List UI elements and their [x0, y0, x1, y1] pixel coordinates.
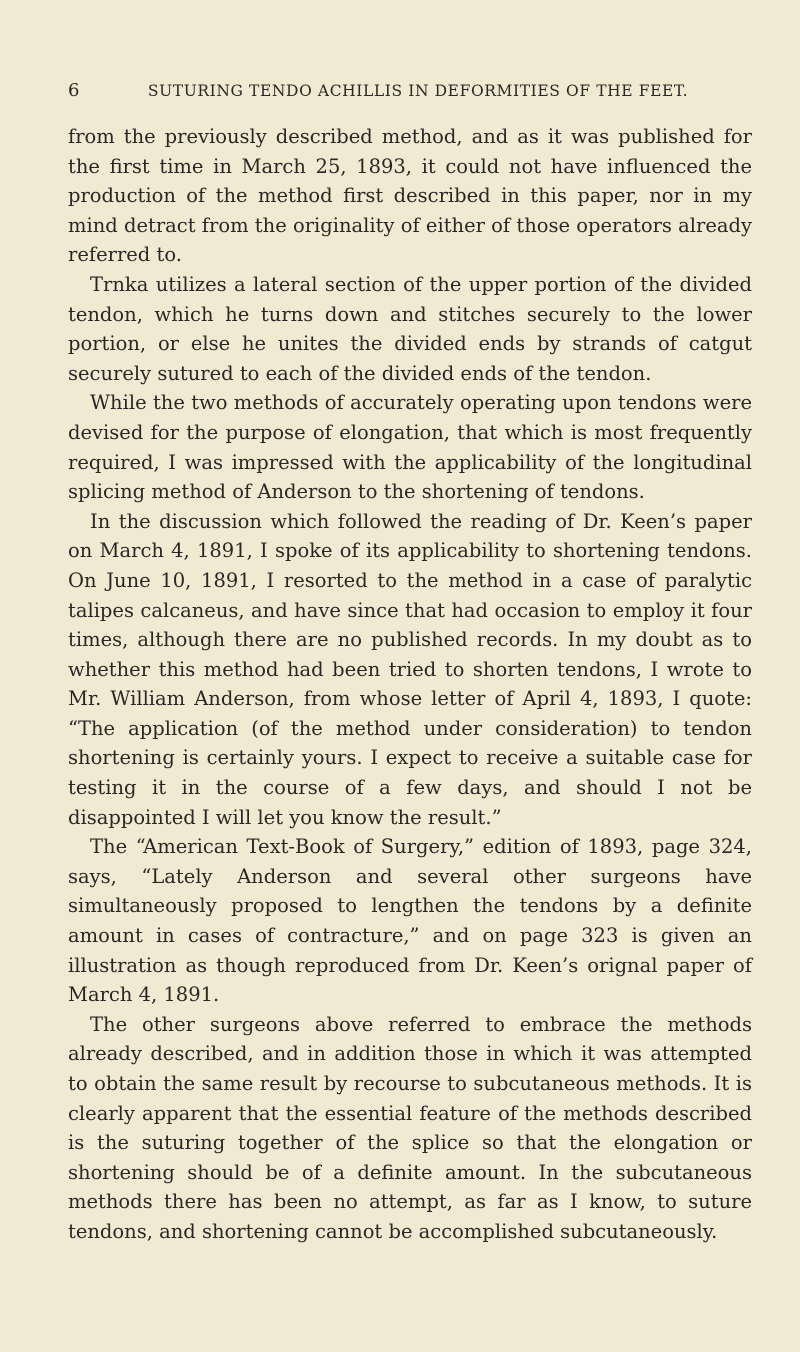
paragraph-trnka-method: Trnka utilizes a lateral section of the upper portion of the divided tendon, which he turns down and stitches securely to the lower portion, or else he unites the divided ends by strands of catgut securely sutured to each of the divided ends of the tendon.: [68, 272, 752, 385]
running-head: [68, 80, 752, 108]
page-number: 6: [68, 80, 81, 101]
body-text: [68, 122, 752, 1247]
running-title: SUTURING TENDO ACHILLIS IN DEFORMITIES OF THE FEET.: [147, 82, 689, 100]
paragraph-subcutaneous-methods: The other surgeons above referred to embrace the methods already described, and in addition those in which it was attempted to obtain the same result by recourse to subcutaneous methods. It is clearly apparent that the essential feature of the methods described is the suturing together of the splice so that the elongation or shortening should be of a definite amount. In the subcutaneous methods there has been no attempt, as far as I know, to suture tendons, and shortening cannot be accomplished subcutaneously.: [68, 1012, 752, 1243]
paragraph-keen-discussion: In the discussion which followed the reading of Dr. Keen’s paper on March 4, 1891, I spoke of its applicability to shortening tendons. On June 10, 1891, I resorted to the method in a case of paralytic talipes calcaneus, and have since that had occasion to employ it four times, although there are no published records. In my doubt as to whether this method had been tried to shorten tendons, I wrote to Mr. William Anderson, from whose letter of April 4, 1893, I quote: “The application (of the method under consideration) to tendon shortening is certainly yours. I expect to receive a suitable case for testing it in the course of a few days, and should I not be disappointed I will let you know the result.”: [68, 509, 752, 829]
paragraph-textbook-quote: The “American Text-Book of Surgery,” edition of 1893, page 324, says, “Lately Anderson and several other surgeons have simultaneously proposed to lengthen the tendons by a definite amount in cases of contracture,” and on page 323 is given an illustration as though reproduced from Dr. Keen’s orignal paper of March 4, 1891.: [68, 835, 752, 1007]
paragraph-anderson-splicing: While the two methods of accurately operating upon tendons were devised for the purpose of elongation, that which is most frequently required, I was impressed with the applicability of the longitudinal splicing method of Anderson to the shortening of tendons.: [68, 391, 752, 504]
paragraph-continuation: from the previously described method, and as it was published for the first time in March 25, 1893, it could not have influenced the production of the method first described in this paper, nor in my mind detract from the originality of either of those operators already referred to.: [68, 125, 752, 267]
